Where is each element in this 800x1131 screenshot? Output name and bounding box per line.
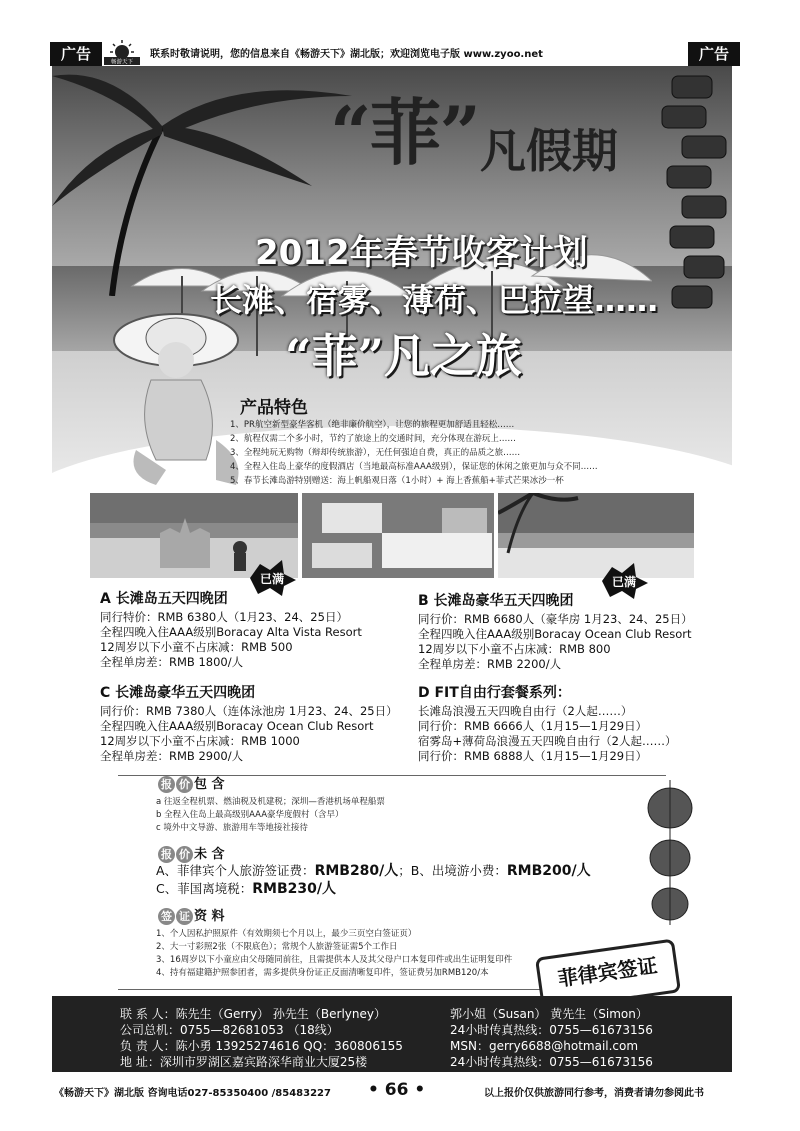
manager-line: 负 责 人：陈小勇 13925274616 QQ：360806155: [120, 1039, 403, 1053]
address-line: 地 址：深圳市罗湖区嘉宾路深华商业大厦25楼: [120, 1055, 368, 1069]
package-d-line: 长滩岛浪漫五天四晚自由行（2人起……）: [418, 704, 633, 718]
visa-item: 4、持有福建籍护照参团者，需多提供身份证正反面清晰复印件，签证费另加RMB120/本: [156, 968, 489, 978]
page-number: • 66 •: [368, 1080, 426, 1100]
included-item: b 全程入住岛上最高级别AAA豪华度假村（含早）: [156, 810, 344, 820]
visa-item: 2、大一寸彩照2张（不限底色）；常规个人旅游签证需5个工作日: [156, 942, 398, 952]
title-rest: 凡假期: [480, 124, 618, 178]
subtitle: 2012年春节收客计划: [255, 233, 588, 273]
visa-stamp: 菲律宾签证: [535, 939, 681, 1012]
visa-item: 3、16周岁以下小童应由父母随同前往，且需提供本人及其父母户口本复印件或出生证明复印件: [156, 955, 513, 965]
contact-bar: [52, 996, 732, 1072]
package-c-line: 同行价：RMB 7380人（连体泳池房 1月23、24、25日）: [100, 704, 398, 718]
feature-item: 3、全程纯玩无购物（辩却传统旅游），无任何强迫自费，真正的品质之旅……: [230, 448, 521, 458]
package-d-title: D FIT自由行套餐系列：: [418, 685, 571, 701]
contact-right-line: 郭小姐（Susan） 黄先生（Simon）: [450, 1007, 648, 1021]
feature-item: 5、春节长滩岛游特别赠送：海上帆船观日落（1小时）+ 海上香蕉船+菲式芒果冰沙一杯: [230, 476, 564, 486]
visa-title: 签 证 资 料: [158, 905, 225, 925]
sun-logo-icon: [102, 38, 142, 66]
feature-item: 1、PR航空新型豪华客机（绝非廉价航空），让您的旅程更加舒适且轻松……: [230, 420, 515, 430]
package-d-line: 同行价：RMB 6888人（1月15—1月29日）: [418, 749, 648, 763]
svg-text:已满: 已满: [611, 575, 637, 589]
feature-item: 2、航程仅需二个多小时，节约了旅途上的交通时间，充分体现在游玩上……: [230, 434, 516, 444]
package-c-line: 全程四晚入住AAA级别Boracay Ocean Club Resort: [100, 719, 374, 733]
footer-right: 以上报价仅供旅游同行参考，消费者请勿参阅此书: [484, 1088, 704, 1099]
svg-text:已满: 已满: [259, 572, 285, 586]
package-c-line: 12周岁以下小童不占床减：RMB 1000: [100, 734, 300, 748]
package-b-line: 全程单房差：RMB 2200/人: [418, 657, 562, 671]
included-item: a 往返全程机票、燃油税及机建税；深圳—香港机场单程船票: [156, 797, 385, 807]
places: 长滩、宿雾、薄荷、巴拉望……: [210, 281, 659, 319]
excluded-title: 报 价 未 含: [158, 843, 225, 863]
photo-hotel-room: [302, 493, 494, 578]
features-list: [230, 418, 598, 488]
package-a-line: 12周岁以下小童不占床减：RMB 500: [100, 640, 293, 654]
included-title: 报 价 包 含: [158, 773, 225, 793]
contact-right-line: 24小时传真热线：0755—61673156: [450, 1055, 653, 1069]
ad-label-right: 广告: [688, 42, 740, 66]
company-phone-line: 公司总机：0755—82681053 （18线）: [120, 1023, 339, 1037]
features-title: 产品特色: [240, 398, 308, 418]
tour-title: “菲”凡之旅: [285, 329, 522, 383]
package-a-line: 同行特价：RMB 6380人（1月23、24、25日）: [100, 610, 348, 624]
contacts-line: 联 系 人：陈先生（Gerry） 孙先生（Berlyney）: [120, 1007, 386, 1021]
msn-line: MSN：gerry6688@hotmail.com: [450, 1039, 639, 1053]
package-b-line: 全程四晚入住AAA级别Boracay Ocean Club Resort: [418, 627, 692, 641]
package-b-title: B 长滩岛豪华五天四晚团: [418, 593, 574, 609]
full-stamp-a: [246, 558, 298, 598]
package-c-title: C 长滩岛豪华五天四晚团: [100, 685, 256, 701]
package-a-line: 全程单房差：RMB 1800/人: [100, 655, 244, 669]
package-a-line: 全程四晚入住AAA级别Boracay Alta Vista Resort: [100, 625, 362, 639]
package-a-title: A 长滩岛五天四晚团: [100, 591, 228, 607]
package-d-line: 宿雾岛+薄荷岛浪漫五天四晚自由行（2人起……）: [418, 734, 677, 748]
contact-right-line: 24小时传真热线：0755—61673156: [450, 1023, 653, 1037]
photo-beach: [498, 493, 694, 578]
excluded-line-2: C、菲国离境税：RMB230/人: [156, 881, 336, 897]
footer-left: 《畅游天下》湖北版 咨询电话027-85350400 /85483227: [54, 1088, 331, 1099]
package-d-line: 同行价：RMB 6666人（1月15—1月29日）: [418, 719, 648, 733]
package-c-line: 全程单房差：RMB 2900/人: [100, 749, 244, 763]
ad-label-left: 广告: [50, 42, 102, 66]
package-b-line: 12周岁以下小童不占床减：RMB 800: [418, 642, 611, 656]
lanterns-icon: [640, 780, 700, 930]
excluded-line-1: A、菲律宾个人旅游签证费：RMB280/人；B、出境游小费：RMB200/人: [156, 863, 591, 879]
feature-item: 4、全程入住岛上豪华的度假酒店（当地最高标准AAA级别），保证您的休闲之旅更加与众不同……: [230, 462, 598, 472]
full-stamp-b: [598, 561, 650, 601]
header-notice: 联系时敬请说明，您的信息来自《畅游天下》湖北版；欢迎浏览电子版 www.zyoo.net: [150, 49, 543, 60]
package-b-line: 同行价：RMB 6680人（豪华房 1月23、24、25日）: [418, 612, 693, 626]
included-item: c 境外中文导游、旅游用车等地接社接待: [156, 823, 308, 833]
visa-item: 1、个人因私护照原件（有效期须七个月以上，最少三页空白签证页）: [156, 929, 417, 939]
logo-text: 畅游天下: [110, 59, 134, 66]
firecrackers-icon: [652, 66, 732, 366]
title-main: “菲”: [330, 90, 479, 175]
